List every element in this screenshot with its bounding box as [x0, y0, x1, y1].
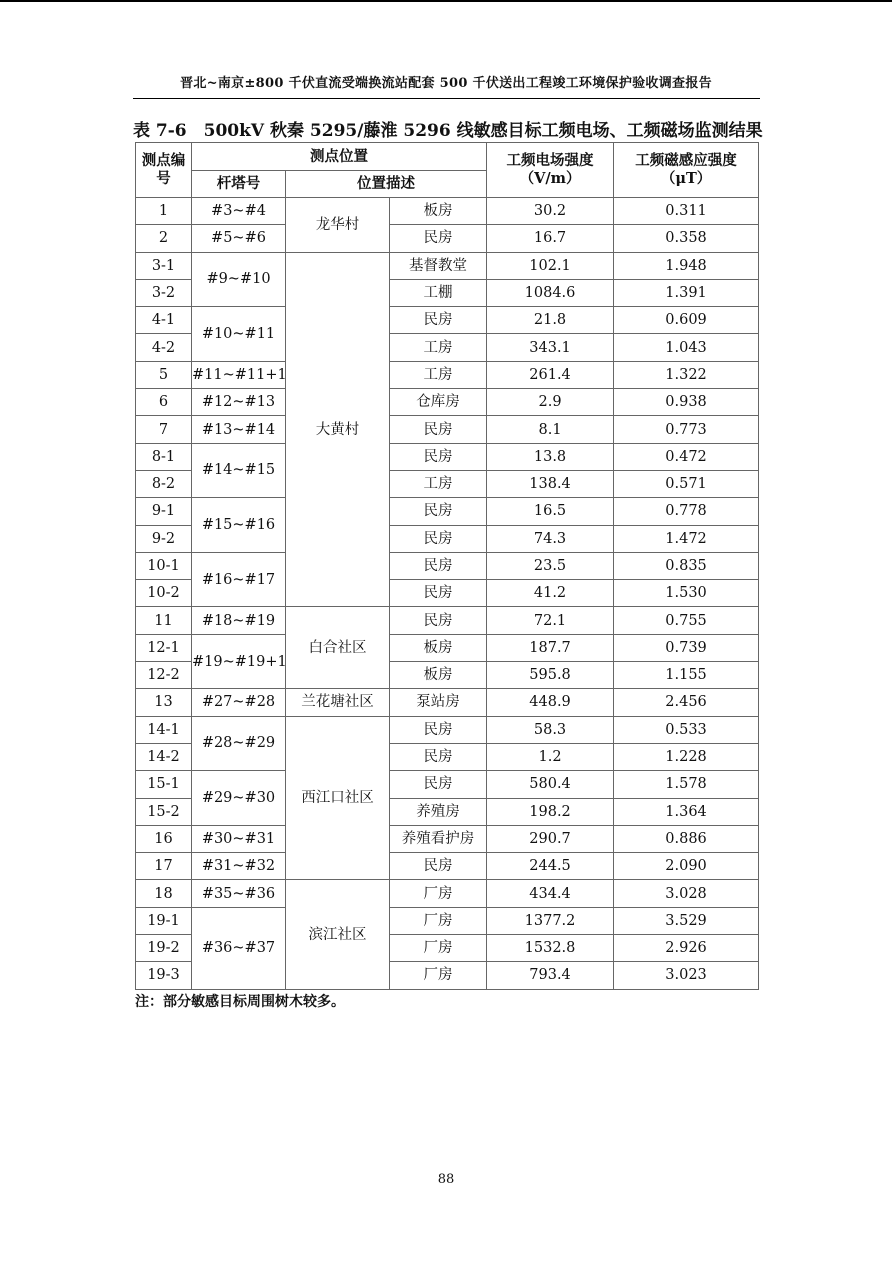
cell-e-field: 102.1 [487, 252, 614, 279]
cell-b-field: 0.755 [614, 607, 759, 634]
cell-building: 民房 [390, 416, 487, 443]
table-row [136, 389, 759, 416]
cell-point-no: 8-1 [136, 443, 192, 470]
cell-area: 大黄村 [286, 252, 390, 607]
cell-building: 民房 [390, 552, 487, 579]
cell-building: 养殖房 [390, 798, 487, 825]
cell-building: 板房 [390, 662, 487, 689]
cell-point-no: 13 [136, 689, 192, 716]
cell-b-field: 0.938 [614, 389, 759, 416]
cell-tower-no: #31~#32 [192, 853, 286, 880]
cell-tower-no: #30~#31 [192, 825, 286, 852]
cell-e-field: 58.3 [487, 716, 614, 743]
cell-building: 民房 [390, 498, 487, 525]
cell-building: 民房 [390, 443, 487, 470]
header-location-desc: 位置描述 [286, 171, 487, 198]
cell-b-field: 0.571 [614, 470, 759, 497]
cell-tower-no: #12~#13 [192, 389, 286, 416]
table-row [136, 443, 759, 470]
table-row [136, 716, 759, 743]
cell-tower-no: #36~#37 [192, 907, 286, 989]
cell-b-field: 0.472 [614, 443, 759, 470]
table-row [136, 771, 759, 798]
cell-e-field: 41.2 [487, 580, 614, 607]
e-field-label: 工频电场强度 [506, 152, 594, 169]
cell-e-field: 1.2 [487, 743, 614, 770]
cell-tower-no: #28~#29 [192, 716, 286, 771]
table-row [136, 498, 759, 525]
cell-tower-no: #27~#28 [192, 689, 286, 716]
page-number: 88 [437, 1172, 455, 1187]
cell-point-no: 10-1 [136, 552, 192, 579]
cell-point-no: 12-2 [136, 662, 192, 689]
cell-area: 白合社区 [286, 607, 390, 689]
cell-point-no: 18 [136, 880, 192, 907]
cell-b-field: 1.578 [614, 771, 759, 798]
cell-building: 厂房 [390, 880, 487, 907]
cell-point-no: 9-2 [136, 525, 192, 552]
cell-b-field: 1.948 [614, 252, 759, 279]
cell-b-field: 0.835 [614, 552, 759, 579]
table-row [136, 634, 759, 661]
cell-point-no: 16 [136, 825, 192, 852]
cell-point-no: 3-2 [136, 279, 192, 306]
cell-e-field: 16.7 [487, 225, 614, 252]
cell-e-field: 244.5 [487, 853, 614, 880]
cell-point-no: 7 [136, 416, 192, 443]
cell-building: 工房 [390, 334, 487, 361]
cell-e-field: 13.8 [487, 443, 614, 470]
cell-b-field: 1.530 [614, 580, 759, 607]
cell-building: 板房 [390, 198, 487, 225]
cell-point-no: 19-3 [136, 962, 192, 989]
cell-e-field: 595.8 [487, 662, 614, 689]
cell-b-field: 1.322 [614, 361, 759, 388]
cell-e-field: 187.7 [487, 634, 614, 661]
table-note: 注：部分敏感目标周围树木较多。 [135, 994, 345, 1010]
cell-tower-no: #19~#19+1 [192, 634, 286, 689]
cell-building: 泵站房 [390, 689, 487, 716]
cell-b-field: 0.358 [614, 225, 759, 252]
cell-building: 民房 [390, 771, 487, 798]
cell-b-field: 0.609 [614, 307, 759, 334]
cell-tower-no: #3~#4 [192, 198, 286, 225]
page-top-border [0, 0, 892, 2]
cell-point-no: 15-2 [136, 798, 192, 825]
cell-b-field: 1.391 [614, 279, 759, 306]
table-row [136, 880, 759, 907]
cell-b-field: 0.778 [614, 498, 759, 525]
cell-e-field: 8.1 [487, 416, 614, 443]
table-row [136, 416, 759, 443]
cell-point-no: 9-1 [136, 498, 192, 525]
cell-area: 兰花塘社区 [286, 689, 390, 716]
table-row [136, 307, 759, 334]
cell-building: 民房 [390, 580, 487, 607]
cell-e-field: 261.4 [487, 361, 614, 388]
cell-point-no: 2 [136, 225, 192, 252]
table-row [136, 361, 759, 388]
cell-e-field: 72.1 [487, 607, 614, 634]
table-row [136, 825, 759, 852]
cell-tower-no: #10~#11 [192, 307, 286, 362]
cell-point-no: 4-2 [136, 334, 192, 361]
cell-point-no: 14-1 [136, 716, 192, 743]
cell-e-field: 434.4 [487, 880, 614, 907]
cell-building: 厂房 [390, 907, 487, 934]
cell-e-field: 23.5 [487, 552, 614, 579]
cell-area: 滨江社区 [286, 880, 390, 989]
table-row [136, 252, 759, 279]
cell-point-no: 15-1 [136, 771, 192, 798]
cell-b-field: 0.773 [614, 416, 759, 443]
cell-e-field: 1377.2 [487, 907, 614, 934]
running-header: 晋北~南京±800 千伏直流受端换流站配套 500 千伏送出工程竣工环境保护验收调查报告 [180, 76, 712, 91]
cell-b-field: 0.739 [614, 634, 759, 661]
cell-e-field: 1084.6 [487, 279, 614, 306]
cell-b-field: 3.023 [614, 962, 759, 989]
cell-e-field: 580.4 [487, 771, 614, 798]
cell-building: 民房 [390, 307, 487, 334]
cell-point-no: 17 [136, 853, 192, 880]
cell-point-no: 19-1 [136, 907, 192, 934]
cell-e-field: 448.9 [487, 689, 614, 716]
cell-building: 工房 [390, 361, 487, 388]
cell-building: 基督教堂 [390, 252, 487, 279]
cell-building: 养殖看护房 [390, 825, 487, 852]
table-row [136, 907, 759, 934]
cell-e-field: 198.2 [487, 798, 614, 825]
cell-tower-no: #16~#17 [192, 552, 286, 607]
cell-building: 仓库房 [390, 389, 487, 416]
cell-tower-no: #18~#19 [192, 607, 286, 634]
cell-e-field: 290.7 [487, 825, 614, 852]
cell-tower-no: #11~#11+1 [192, 361, 286, 388]
cell-point-no: 6 [136, 389, 192, 416]
cell-b-field: 1.155 [614, 662, 759, 689]
header-rule [133, 98, 760, 99]
header-location: 测点位置 [192, 143, 487, 171]
header-b-field [614, 143, 759, 198]
cell-building: 工房 [390, 470, 487, 497]
cell-building: 工棚 [390, 279, 487, 306]
cell-b-field: 2.926 [614, 935, 759, 962]
cell-point-no: 3-1 [136, 252, 192, 279]
cell-tower-no: #35~#36 [192, 880, 286, 907]
cell-area: 西江口社区 [286, 716, 390, 880]
cell-e-field: 74.3 [487, 525, 614, 552]
cell-e-field: 138.4 [487, 470, 614, 497]
table-row [136, 198, 759, 225]
cell-e-field: 1532.8 [487, 935, 614, 962]
cell-b-field: 1.364 [614, 798, 759, 825]
table-caption: 表 7-6 500kV 秋秦 5295/藤淮 5296 线敏感目标工频电场、工频磁场监测结果 [133, 121, 763, 141]
header-e-field [487, 143, 614, 198]
table-body [136, 198, 759, 990]
cell-point-no: 14-2 [136, 743, 192, 770]
cell-tower-no: #14~#15 [192, 443, 286, 498]
cell-b-field: 0.533 [614, 716, 759, 743]
cell-b-field: 0.886 [614, 825, 759, 852]
cell-tower-no: #5~#6 [192, 225, 286, 252]
table-row [136, 552, 759, 579]
cell-e-field: 2.9 [487, 389, 614, 416]
cell-tower-no: #13~#14 [192, 416, 286, 443]
header-tower-no: 杆塔号 [192, 171, 286, 198]
cell-tower-no: #29~#30 [192, 771, 286, 826]
cell-b-field: 2.090 [614, 853, 759, 880]
cell-point-no: 11 [136, 607, 192, 634]
cell-point-no: 4-1 [136, 307, 192, 334]
cell-building: 板房 [390, 634, 487, 661]
cell-building: 民房 [390, 525, 487, 552]
cell-e-field: 30.2 [487, 198, 614, 225]
cell-e-field: 343.1 [487, 334, 614, 361]
cell-building: 民房 [390, 607, 487, 634]
cell-point-no: 5 [136, 361, 192, 388]
b-field-label: 工频磁感应强度 [635, 152, 737, 169]
cell-point-no: 10-2 [136, 580, 192, 607]
cell-point-no: 1 [136, 198, 192, 225]
table-row [136, 607, 759, 634]
cell-building: 厂房 [390, 935, 487, 962]
table-row [136, 689, 759, 716]
cell-tower-no: #15~#16 [192, 498, 286, 553]
table-row [136, 225, 759, 252]
cell-e-field: 21.8 [487, 307, 614, 334]
cell-building: 民房 [390, 716, 487, 743]
cell-b-field: 3.028 [614, 880, 759, 907]
cell-e-field: 16.5 [487, 498, 614, 525]
table-row [136, 853, 759, 880]
cell-point-no: 8-2 [136, 470, 192, 497]
cell-b-field: 1.043 [614, 334, 759, 361]
e-field-unit: （V/m） [519, 170, 581, 187]
header-point-no: 测点编号 [136, 143, 192, 198]
b-field-unit: （μT） [660, 170, 712, 187]
cell-point-no: 19-2 [136, 935, 192, 962]
monitoring-results-table [135, 142, 759, 990]
cell-building: 民房 [390, 853, 487, 880]
cell-building: 民房 [390, 743, 487, 770]
cell-b-field: 3.529 [614, 907, 759, 934]
cell-b-field: 1.228 [614, 743, 759, 770]
cell-building: 厂房 [390, 962, 487, 989]
cell-b-field: 0.311 [614, 198, 759, 225]
cell-e-field: 793.4 [487, 962, 614, 989]
cell-area: 龙华村 [286, 198, 390, 253]
cell-point-no: 12-1 [136, 634, 192, 661]
cell-b-field: 1.472 [614, 525, 759, 552]
cell-b-field: 2.456 [614, 689, 759, 716]
cell-building: 民房 [390, 225, 487, 252]
cell-tower-no: #9~#10 [192, 252, 286, 307]
